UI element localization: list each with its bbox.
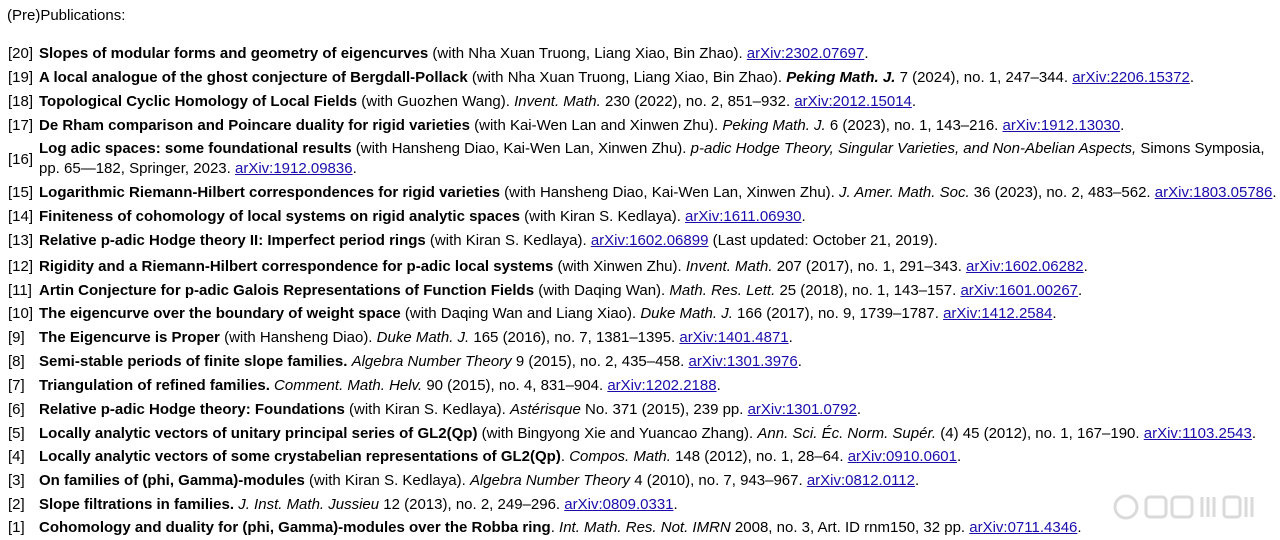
publication-number: [10] [8, 305, 34, 322]
publication-details: 4 (2010), no. 7, 943–967. [630, 472, 807, 489]
publication-item [8, 495, 1276, 515]
publication-details: 9 (2015), no. 2, 435–458. [511, 353, 689, 370]
publication-item [8, 424, 1276, 444]
arxiv-link[interactable]: arXiv:0812.0112 [806, 472, 915, 489]
publication-title: Topological Cyclic Homology of Local Fields [39, 93, 358, 110]
publication-entry [39, 304, 1276, 324]
arxiv-link[interactable]: arXiv:0910.0601 [847, 448, 957, 465]
publication-suffix: . [1120, 117, 1125, 134]
publication-title: Relative p-adic Hodge theory: Foundations [39, 401, 345, 418]
publication-title: Rigidity and a Riemann-Hilbert correspondence for p-adic local systems [39, 258, 554, 275]
publication-title: The Eigencurve is Proper [39, 329, 220, 346]
publication-number: [17] [8, 117, 34, 134]
publication-entry [39, 257, 1276, 277]
publication-authors: (with Hansheng Diao, Kai-Wen Lan, Xinwen Zhu). [499, 184, 840, 201]
publication-journal: Peking Math. J. [786, 69, 896, 86]
publication-number: [1] [8, 519, 25, 536]
publication-suffix: . [1083, 258, 1088, 275]
publication-title: Slopes of modular forms and geometry of eigencurves [39, 45, 429, 62]
publication-entry [39, 116, 1276, 136]
publication-journal: Compos. Math. [569, 448, 671, 465]
publication-journal: Algebra Number Theory [469, 472, 631, 489]
publication-number: [16] [8, 151, 34, 168]
publication-number: [15] [8, 184, 34, 201]
publication-item [8, 281, 1276, 301]
publication-journal: Comment. Math. Helv. [274, 377, 423, 394]
publication-details: 166 (2017), no. 9, 1739–1787. [732, 305, 944, 322]
publication-entry [39, 92, 1276, 112]
publication-details: 2008, no. 3, Art. ID rnm150, 32 pp. [730, 519, 970, 536]
publication-item [8, 207, 1276, 227]
publication-title: Locally analytic vectors of some crystabelian representations of GL2(Qp) [39, 448, 561, 465]
publication-authors: (with Daqing Wan). [534, 282, 670, 299]
publication-authors: (with Kiran S. Kedlaya). [425, 232, 591, 249]
publication-item [8, 183, 1276, 203]
arxiv-link[interactable]: arXiv:1803.05786 [1154, 184, 1273, 201]
publication-title: Slope filtrations in families. [39, 496, 235, 513]
publication-journal: Duke Math. J. [640, 305, 733, 322]
arxiv-link[interactable]: arXiv:1602.06282 [966, 258, 1084, 275]
publication-details: 25 (2018), no. 1, 143–157. [775, 282, 961, 299]
publication-journal: Duke Math. J. [376, 329, 470, 346]
publication-number: [14] [8, 208, 34, 225]
publication-authors: . [560, 448, 570, 465]
publication-item [8, 231, 1276, 251]
publication-suffix: . [1052, 305, 1057, 322]
publication-item [8, 447, 1276, 467]
publication-authors: (with Nha Xuan Truong, Liang Xiao, Bin Zhao). [467, 69, 787, 86]
publication-item [8, 44, 1276, 64]
publication-number: [5] [8, 425, 25, 442]
publication-entry [39, 447, 1276, 467]
publication-number: [7] [8, 377, 25, 394]
publication-entry [39, 231, 1276, 251]
publication-journal: Algebra Number Theory [351, 353, 512, 370]
arxiv-link[interactable]: arXiv:2206.15372 [1072, 69, 1190, 86]
publication-entry [39, 518, 1276, 538]
watermark-icon [1112, 488, 1260, 526]
publication-suffix: . [1189, 69, 1194, 86]
publication-entry [39, 183, 1276, 203]
arxiv-link[interactable]: arXiv:0711.4346 [969, 519, 1078, 536]
publication-item [8, 518, 1276, 538]
publication-suffix: . [864, 45, 869, 62]
publication-journal: Invent. Math. [685, 258, 773, 275]
arxiv-link[interactable]: arXiv:1301.3976 [688, 353, 798, 370]
publication-journal: Math. Res. Lett. [669, 282, 776, 299]
arxiv-link[interactable]: arXiv:1602.06899 [590, 232, 709, 249]
publication-number: [4] [8, 448, 25, 465]
page-heading: (Pre)Publications: [7, 7, 126, 24]
publication-details: No. 371 (2015), 239 pp. [580, 401, 748, 418]
publication-title: Relative p-adic Hodge theory II: Imperfect period rings [39, 232, 426, 249]
publication-authors: . [550, 519, 560, 536]
publication-authors: (with Xinwen Zhu). [553, 258, 686, 275]
publication-details: Simons Symposia, pp. 65—182, Springer, 2023. [39, 140, 1265, 177]
publication-authors: (with Kai-Wen Lan and Xinwen Zhu). [469, 117, 723, 134]
publication-journal: J. Inst. Math. Jussieu [238, 496, 380, 513]
publication-suffix: . [856, 401, 862, 418]
publication-authors: (with Hansheng Diao, Kai-Wen Lan, Xinwen Zhu). [351, 140, 691, 157]
publication-item [8, 328, 1276, 348]
publication-suffix: . [673, 496, 678, 513]
publication-journal: Astérisque [509, 401, 581, 418]
publication-entry [39, 471, 1276, 491]
publication-item [8, 92, 1276, 112]
publication-journal: Int. Math. Res. Not. IMRN [559, 519, 731, 536]
publication-item [8, 471, 1276, 491]
publication-number: [9] [8, 329, 25, 346]
publication-authors: (with Daqing Wan and Liang Xiao). [400, 305, 641, 322]
publication-title: Log adic spaces: some foundational results [39, 140, 352, 157]
publication-details: 90 (2015), no. 4, 831–904. [422, 377, 608, 394]
publication-title: Logarithmic Riemann-Hilbert correspondences for rigid varieties [39, 184, 500, 201]
publication-suffix: . [1078, 282, 1083, 299]
publication-journal: Peking Math. J. [722, 117, 826, 134]
publication-entry [39, 68, 1276, 88]
publication-entry [39, 281, 1276, 301]
arxiv-link[interactable]: arXiv:1401.4871 [679, 329, 789, 346]
publication-details: 7 (2024), no. 1, 247–344. [895, 69, 1073, 86]
publication-item [8, 116, 1276, 136]
publication-journal: p-adic Hodge Theory, Singular Varieties, and Non-Abelian Aspects, [690, 140, 1137, 157]
publication-authors: (with Guozhen Wang). [357, 93, 515, 110]
publication-title: Cohomology and duality for (phi, Gamma)-modules over the Robba ring [39, 519, 551, 536]
publication-number: [13] [8, 232, 34, 249]
publication-details: (4) 45 (2012), no. 1, 167–190. [936, 425, 1144, 442]
publication-title: A local analogue of the ghost conjecture of Bergdall-Pollack [39, 69, 468, 86]
publication-title: Finiteness of cohomology of local systems on rigid analytic spaces [39, 208, 520, 225]
publication-item [8, 139, 1276, 179]
publication-details: 148 (2012), no. 1, 28–64. [670, 448, 848, 465]
publication-number: [2] [8, 496, 25, 513]
publication-suffix: . [1251, 425, 1257, 442]
publication-number: [11] [8, 282, 32, 299]
publication-title: Triangulation of refined families. [39, 377, 270, 394]
publication-journal: Ann. Sci. Éc. Norm. Supér. [757, 425, 937, 442]
publication-journal: Invent. Math. [514, 93, 601, 110]
publication-number: [18] [8, 93, 34, 110]
publication-suffix: . [914, 472, 920, 489]
arxiv-link[interactable]: arXiv:1601.00267 [960, 282, 1079, 299]
publication-authors: (with Bingyong Xie and Yuancao Zhang). [477, 425, 758, 442]
publication-entry [39, 424, 1276, 444]
publication-authors: (with Kiran S. Kedlaya). [344, 401, 510, 418]
arxiv-link[interactable]: arXiv:1412.2584 [943, 305, 1053, 322]
publication-title: De Rham comparison and Poincare duality for rigid varieties [39, 117, 470, 134]
publication-suffix: . [911, 93, 917, 110]
publication-entry [39, 328, 1276, 348]
publication-title: Locally analytic vectors of unitary principal series of GL2(Qp) [39, 425, 478, 442]
arxiv-link[interactable]: arXiv:2012.15014 [794, 93, 912, 110]
arxiv-link[interactable]: arXiv:2302.07697 [746, 45, 865, 62]
publication-entry [39, 44, 1276, 64]
publication-suffix: . [1272, 184, 1277, 201]
publication-title: The eigencurve over the boundary of weight space [39, 305, 401, 322]
arxiv-link[interactable]: arXiv:1202.2188 [607, 377, 717, 394]
publication-number: [6] [8, 401, 25, 418]
publication-suffix: (Last updated: October 21, 2019). [708, 232, 938, 249]
publication-number: [12] [8, 258, 34, 275]
arxiv-link[interactable]: arXiv:0809.0331 [564, 496, 674, 513]
publication-details: 6 (2023), no. 1, 143–216. [825, 117, 1003, 134]
publication-authors: (with Nha Xuan Truong, Liang Xiao, Bin Zhao). [428, 45, 747, 62]
publication-number: [20] [8, 45, 34, 62]
publication-item [8, 352, 1276, 372]
publication-details: 207 (2017), no. 1, 291–343. [772, 258, 967, 275]
publication-details: 12 (2013), no. 2, 249–296. [379, 496, 565, 513]
publication-authors: (with Kiran S. Kedlaya). [519, 208, 686, 225]
publication-entry [39, 139, 1276, 179]
arxiv-link[interactable]: arXiv:1301.0792 [747, 401, 857, 418]
publication-number: [19] [8, 69, 34, 86]
arxiv-link[interactable]: arXiv:1611.06930 [685, 208, 802, 225]
publication-suffix: . [352, 160, 357, 177]
publication-title: Semi-stable periods of finite slope families. [39, 353, 348, 370]
publication-suffix: . [956, 448, 962, 465]
publication-item [8, 257, 1276, 277]
publication-entry [39, 352, 1276, 372]
publication-suffix: . [801, 208, 806, 225]
publication-suffix: . [716, 377, 721, 394]
publication-entry [39, 207, 1276, 227]
publication-details: 165 (2016), no. 7, 1381–1395. [469, 329, 680, 346]
publication-suffix: . [797, 353, 802, 370]
publication-item [8, 68, 1276, 88]
publication-number: [8] [8, 353, 25, 370]
arxiv-link[interactable]: arXiv:1912.13030 [1002, 117, 1121, 134]
publication-details: 230 (2022), no. 2, 851–932. [600, 93, 795, 110]
publication-authors: (with Hansheng Diao). [219, 329, 377, 346]
publication-item [8, 304, 1276, 324]
publication-title: Artin Conjecture for p-adic Galois Representations of Function Fields [39, 282, 535, 299]
publication-details: 36 (2023), no. 2, 483–562. [969, 184, 1155, 201]
publication-suffix: . [788, 329, 793, 346]
publication-title: On families of (phi, Gamma)-modules [39, 472, 305, 489]
publication-journal: J. Amer. Math. Soc. [839, 184, 970, 201]
publication-entry [39, 376, 1276, 396]
publication-number: [3] [8, 472, 25, 489]
publication-authors: (with Kiran S. Kedlaya). [304, 472, 470, 489]
arxiv-link[interactable]: arXiv:1103.2543 [1143, 425, 1252, 442]
arxiv-link[interactable]: arXiv:1912.09836 [234, 160, 353, 177]
publication-suffix: . [1077, 519, 1082, 536]
publication-entry [39, 495, 1276, 515]
publication-item [8, 376, 1276, 396]
publication-item [8, 400, 1276, 420]
publication-entry [39, 400, 1276, 420]
